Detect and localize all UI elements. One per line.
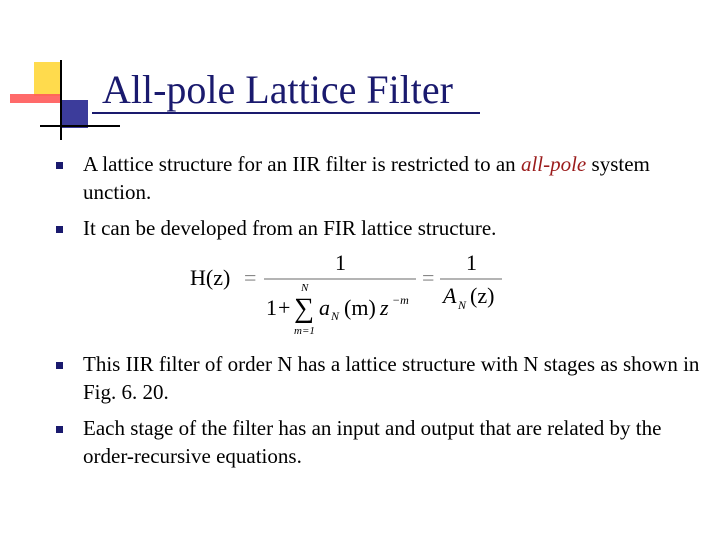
deco-yellow-square bbox=[34, 62, 62, 96]
formula-numerator-1: 1 bbox=[335, 250, 346, 275]
bullet-marker-2 bbox=[56, 226, 63, 233]
formula-den-one: 1 bbox=[266, 295, 277, 320]
deco-blue-square bbox=[62, 100, 88, 128]
formula-den-a-sub: N bbox=[331, 309, 340, 323]
deco-red-bar bbox=[10, 94, 62, 103]
bullet-text-2: It can be developed from an FIR lattice structure. bbox=[83, 216, 497, 240]
formula-numerator-2: 1 bbox=[466, 250, 477, 275]
bullet-marker-3 bbox=[56, 362, 63, 369]
bullet-text-3: This IIR filter of order N has a lattice structure with N stages as shown in Fig. 6. 20. bbox=[83, 352, 700, 404]
formula-equals-2: = bbox=[422, 265, 435, 290]
bullet-marker-4 bbox=[56, 426, 63, 433]
bullet-text-4: Each stage of the filter has an input and output that are related by the order-recursive equations. bbox=[83, 416, 662, 468]
formula-sum-symbol: ∑ bbox=[294, 293, 314, 324]
formula-den2-A: A bbox=[443, 283, 457, 308]
bullet-1-text-post: system unction. bbox=[83, 152, 650, 204]
bullet-1-emphasis: all-pole bbox=[520, 152, 587, 176]
formula-den-a: a bbox=[319, 295, 330, 320]
formula-den-m: (m) bbox=[344, 295, 376, 320]
formula-den2-A-sub: N bbox=[458, 298, 467, 312]
bullet-marker-1 bbox=[56, 162, 63, 169]
bullet-1-text-pre: A lattice structure for an IIR filter is restricted to an bbox=[83, 152, 521, 176]
formula-sum-upper: N bbox=[301, 282, 309, 294]
formula-den2-z: (z) bbox=[470, 283, 495, 308]
formula-equals-1: = bbox=[244, 265, 257, 290]
formula-lhs: H(z) bbox=[190, 265, 231, 290]
formula-sum-lower: m=1 bbox=[294, 325, 315, 337]
bullet-text-1 bbox=[83, 150, 708, 206]
formula-den-plus: + bbox=[278, 295, 291, 320]
transfer-function-formula bbox=[188, 248, 518, 338]
title-underline bbox=[92, 112, 480, 114]
formula-den-z: z bbox=[380, 295, 389, 320]
slide-title: All-pole Lattice Filter bbox=[102, 67, 453, 112]
formula-den-z-sup: −m bbox=[392, 293, 409, 307]
